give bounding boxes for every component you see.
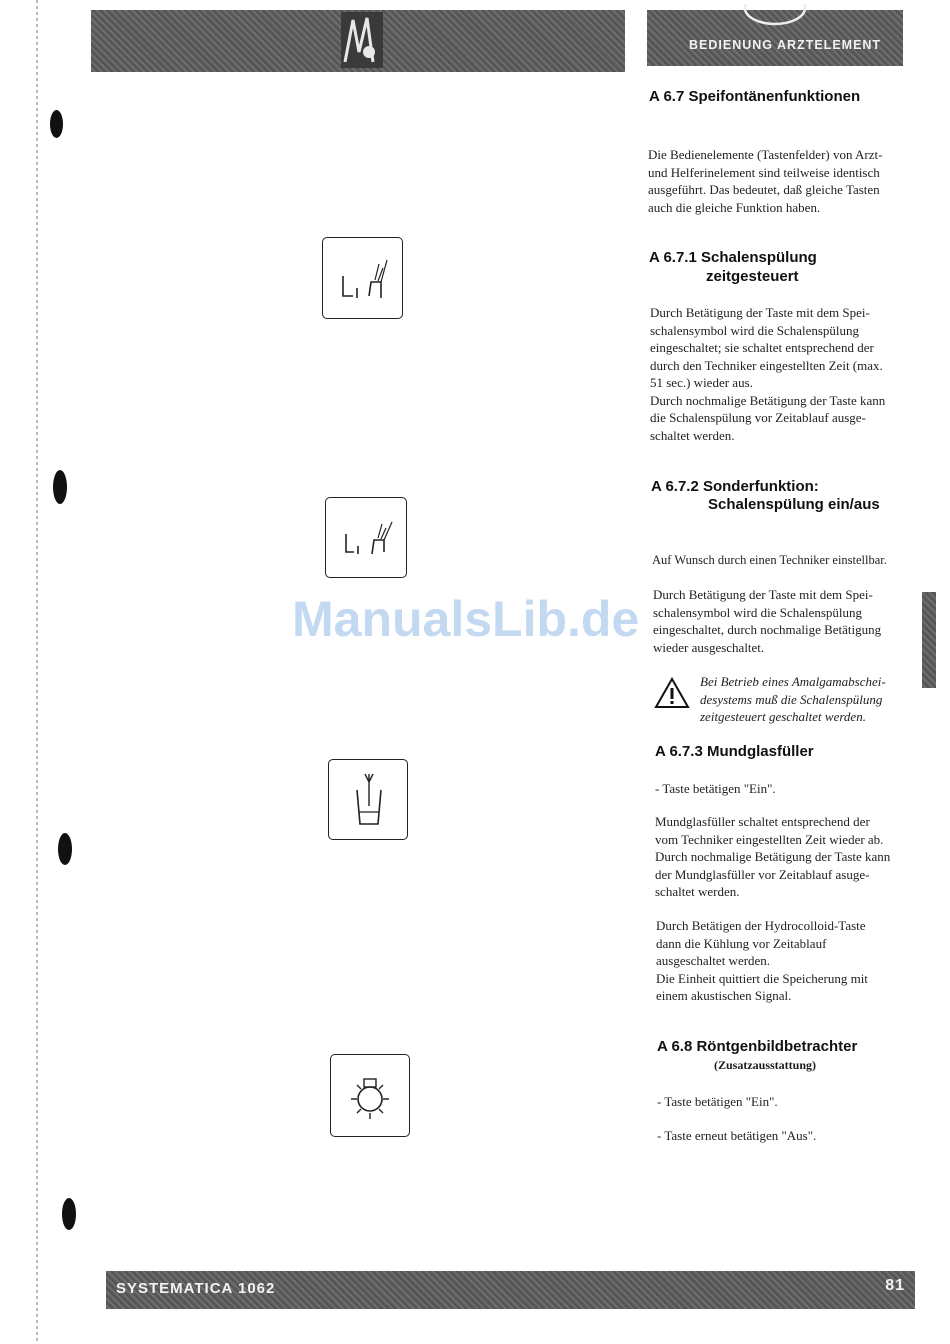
text-line: vom Techniker eingestellten Zeit wieder ab. <box>655 831 884 847</box>
text-line: schalensymbol wird die Schalenspülung <box>653 604 863 620</box>
punch-hole <box>62 1198 76 1230</box>
text-line: Durch nochmalige Betätigung der Taste kann <box>650 392 886 408</box>
text-line: auch die gleiche Funktion haben. <box>648 199 821 215</box>
text-line: eingeschaltet; sie schaltet entsprechend der <box>650 340 874 355</box>
text-line: schaltet werden. <box>650 427 735 443</box>
section-subheading-a68: (Zusatzausstattung) <box>714 1058 817 1072</box>
text-line: Die Einheit quittiert die Speicherung mit <box>656 970 868 986</box>
section-body-a671 <box>650 304 920 444</box>
text-line: schalensymbol wird die Schalenspülung <box>650 322 860 338</box>
watermark: ManualsLib.de <box>292 591 640 647</box>
footer-product: SYSTEMATICA 1062 <box>116 1280 276 1297</box>
bowl-rinse-icon <box>323 238 402 318</box>
text-line: wieder ausgeschaltet. <box>653 639 765 655</box>
key-xray-viewer <box>330 1054 410 1137</box>
section-heading-a68: A 6.8 Röntgenbildbetrachter <box>657 1038 858 1055</box>
page-number: 81 <box>885 1277 905 1294</box>
text-line: durch den Techniker eingestellten Zeit (max. <box>650 357 883 373</box>
text-line: schaltet werden. <box>655 884 740 899</box>
section-intro-a672: Auf Wunsch durch einen Techniker einstellbar. <box>652 553 887 567</box>
step-text: - Taste erneut betätigen "Aus". <box>657 1128 817 1143</box>
text-line: desystems muß die Schalenspülung <box>700 691 883 707</box>
section-heading-a672: A 6.7.2 Sonderfunktion: <box>651 478 819 495</box>
section-heading-a671-line2: zeitgesteuert <box>706 268 799 285</box>
section-heading-a671: A 6.7.1 Schalenspülung <box>649 249 817 266</box>
text-line: ausgeführt. Das bedeutet, daß gleiche Tasten <box>648 182 880 197</box>
text-line: und Helferinelement sind teilweise identisch <box>648 164 880 180</box>
text-line: Bei Betrieb eines Amalgamabschei- <box>700 674 886 689</box>
text-line: Durch Betätigung der Taste mit dem Spei- <box>650 305 870 320</box>
key-cup-filler <box>328 759 408 840</box>
section-body-a673 <box>655 813 925 901</box>
header-title: BEDIENUNG ARZTELEMENT <box>689 38 882 52</box>
step-text: - Taste betätigen "Ein". <box>655 781 776 796</box>
bowl-rinse-icon <box>326 498 406 577</box>
text-line: Durch Betätigen der Hydrocolloid-Taste <box>656 918 866 933</box>
section-heading-a67: A 6.7 Speifontänenfunktionen <box>649 88 861 105</box>
text-line: Die Bedienelemente (Tastenfelder) von Arzt- <box>648 147 883 162</box>
header-bar-left <box>91 10 625 72</box>
text-line: einem akustischen Signal. <box>656 988 792 1003</box>
key-bowl-rinse-onoff <box>325 497 407 578</box>
warning-text <box>700 673 920 726</box>
text-line: Durch nochmalige Betätigung der Taste kann <box>655 849 891 864</box>
lightbox-icon <box>331 1055 409 1136</box>
emblem-icon <box>743 4 807 28</box>
text-line: 51 sec.) wieder aus. <box>650 375 753 390</box>
footer-bar <box>106 1271 915 1309</box>
text-line: Durch Betätigung der Taste mit dem Spei- <box>653 587 873 602</box>
side-tab <box>922 592 936 688</box>
text-line: Mundglasfüller schaltet entsprechend der <box>655 814 870 829</box>
section-body-a672 <box>653 586 923 656</box>
cup-filler-icon <box>329 760 407 839</box>
binder-edge <box>36 0 38 1344</box>
text-line: der Mundglasfüller vor Zeitablauf asuge- <box>655 866 870 882</box>
section-body-a673-hydrocolloid <box>656 917 926 1005</box>
text-line: dann die Kühlung vor Zeitablauf <box>656 935 827 951</box>
header-bar-right <box>647 10 903 66</box>
key-bowl-rinse-timed <box>322 237 403 319</box>
punch-hole <box>50 110 63 138</box>
text-line: eingeschaltet, durch nochmalige Betätigung <box>653 622 882 637</box>
step-text: - Taste betätigen "Ein". <box>657 1094 778 1109</box>
section-body-a67 <box>648 146 918 216</box>
text-line: die Schalenspülung vor Zeitablauf ausge- <box>650 410 866 425</box>
punch-hole <box>58 833 72 865</box>
text-line: zeitgesteuert geschaltet werden. <box>700 709 866 724</box>
warning-triangle-icon <box>654 677 690 709</box>
section-heading-a673: A 6.7.3 Mundglasfüller <box>655 743 814 760</box>
punch-hole <box>53 470 67 504</box>
section-heading-a672-line2: Schalenspülung ein/aus <box>708 496 880 513</box>
text-line: ausgeschaltet werden. <box>656 953 771 968</box>
brand-logo-icon <box>341 12 383 68</box>
